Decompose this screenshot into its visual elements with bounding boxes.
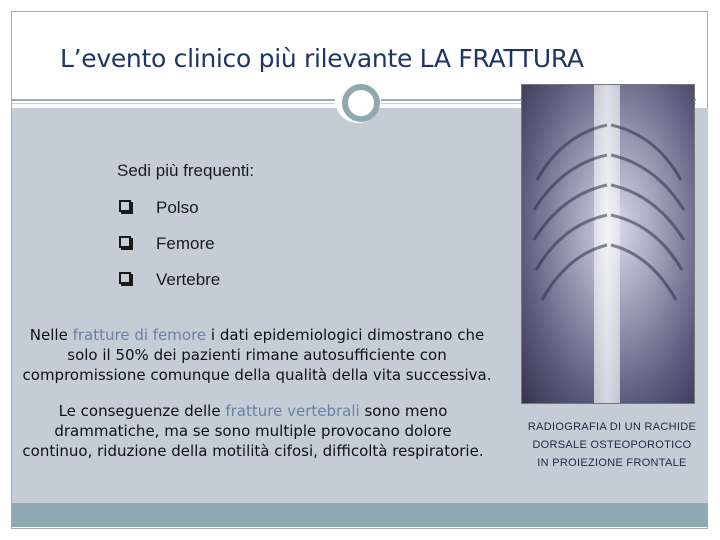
highlight-text: fratture di femore <box>72 326 207 344</box>
circle-icon <box>342 84 380 122</box>
paragraph-text: sono meno drammatiche, ma se sono multiple provocano dolore continuo, riduzione della motilità cifosi, difficoltà respiratorie. <box>22 402 484 460</box>
xray-ribs <box>522 85 695 404</box>
slide-title: L’evento clinico più rilevante LA FRATTURA <box>60 44 584 73</box>
paragraph-femur <box>22 325 492 385</box>
bullet-label: Femore <box>156 234 215 253</box>
footer-bar <box>12 503 708 527</box>
paragraph-vertebrae <box>18 401 488 461</box>
checkbox-bullet-icon <box>119 200 131 212</box>
bullet-label: Polso <box>156 198 199 217</box>
checkbox-bullet-icon <box>119 236 131 248</box>
xray-image <box>521 84 695 404</box>
paragraph-text: Nelle <box>29 326 73 344</box>
paragraph-text: i dati epidemiologici dimostrano che solo il 50% dei pazienti rimane autosufficiente con compromissione comunque della qualità della vita successiva. <box>22 326 492 384</box>
subtitle: Sedi più frequenti: <box>117 161 255 180</box>
paragraph-text: Le conseguenze delle <box>58 402 226 420</box>
highlight-text: fratture vertebrali <box>225 402 360 420</box>
bullet-label: Vertebre <box>156 270 221 289</box>
image-caption: RADIOGRAFIA DI UN RACHIDE DORSALE OSTEOPOROTICO IN PROIEZIONE FRONTALE <box>527 421 697 469</box>
checkbox-bullet-icon <box>119 272 131 284</box>
